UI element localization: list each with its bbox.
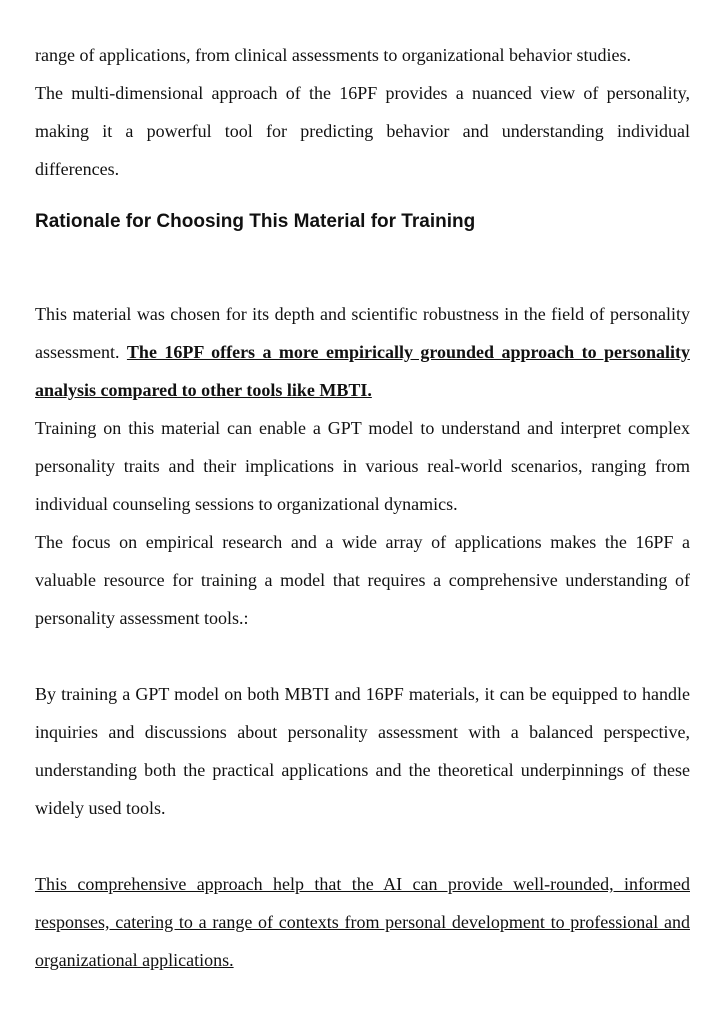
rationale-text: This material was chosen for its depth and scientific robustness in the field of personality assessment. bbox=[35, 304, 690, 362]
paragraph-16pf-approach: The multi-dimensional approach of the 16PF provides a nuanced view of personality, making it a powerful tool for predicting behavior and understanding individual differences. bbox=[35, 83, 690, 179]
spacer bbox=[35, 827, 690, 865]
spacer bbox=[35, 637, 690, 675]
paragraph-rationale bbox=[35, 295, 690, 409]
paragraph-conclusion: This comprehensive approach help that the AI can provide well-rounded, informed responses, catering to a range of contexts from personal development to professional and organizational applications. bbox=[35, 874, 690, 970]
paragraph-empirical-focus: The focus on empirical research and a wide array of applications makes the 16PF a valuable resource for training a model that requires a comprehensive understanding of personality assessment tools.: bbox=[35, 532, 690, 628]
paragraph-continuation: range of applications, from clinical assessments to organizational behavior studies. bbox=[35, 45, 632, 65]
paragraph-mbti-16pf: By training a GPT model on both MBTI and 16PF materials, it can be equipped to handle inquiries and discussions about personality assessment with a balanced perspective, understanding both the practical applications and the theoretical underpinnings of these widely used tools. bbox=[35, 684, 690, 818]
spacer bbox=[35, 241, 690, 295]
paragraph-training: Training on this material can enable a GPT model to understand and interpret complex personality traits and their implications in various real-world scenarios, ranging from individual counseling sessions to organizational dynamics. bbox=[35, 418, 690, 514]
rationale-emphasis: The 16PF offers a more empirically grounded approach to personality analysis compared to other tools like MBTI. bbox=[35, 342, 690, 400]
document-page bbox=[35, 36, 690, 979]
section-heading: Rationale for Choosing This Material for Training bbox=[35, 211, 476, 232]
